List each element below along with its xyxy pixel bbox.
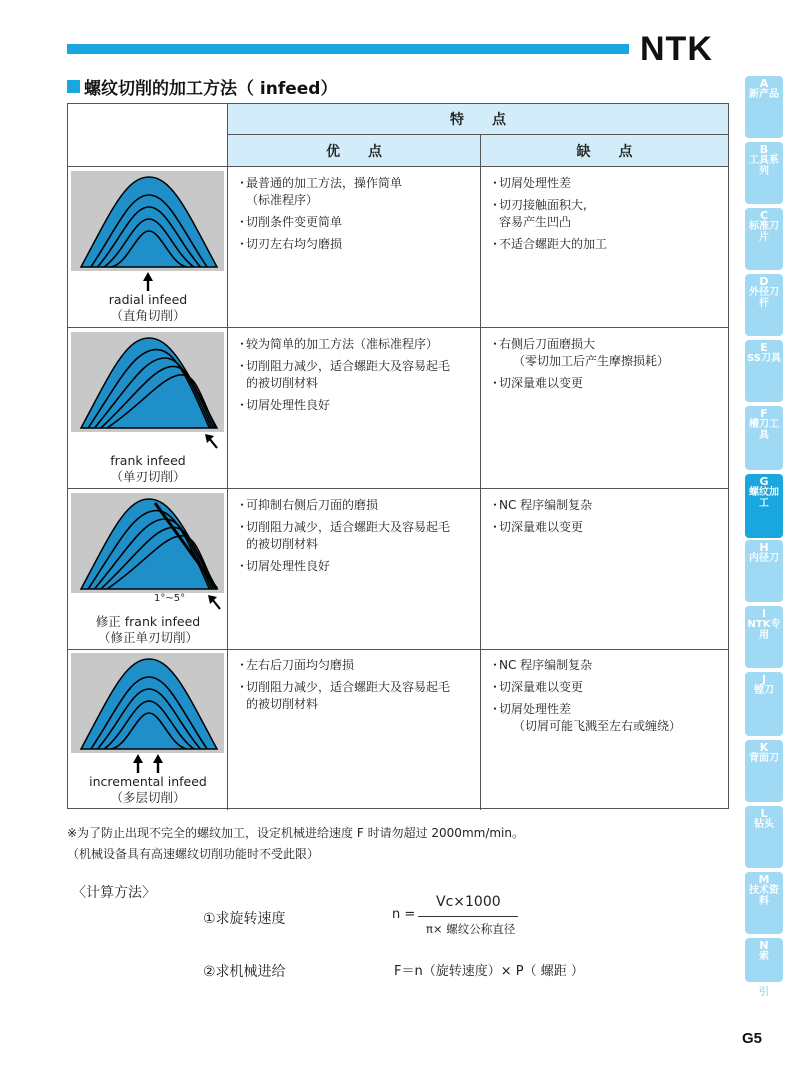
item-text: 切削阻力减少，适合螺距大及容易起毛: [246, 359, 451, 373]
index-tab-b[interactable]: [745, 142, 783, 204]
item-text: 切深量难以变更: [499, 376, 584, 390]
tab-label: 标准刀片: [749, 221, 779, 243]
header-advantages: 优 点: [228, 135, 481, 167]
bullet: ・: [236, 237, 249, 251]
table-row: [68, 167, 728, 328]
angle-label: 1°~5°: [154, 593, 186, 604]
formula-n-eq: n =: [392, 907, 416, 922]
list-item: [489, 175, 722, 192]
thread-diagram: [71, 332, 224, 432]
formula-feed: F＝n（旋转速度）× P（ 螺距 ）: [394, 964, 584, 979]
tab-label: 螺纹加工: [749, 487, 779, 509]
bullet: ・: [489, 702, 502, 716]
index-tab-g[interactable]: [745, 474, 783, 538]
item-text-cont: （零切加工后产生摩擦损耗）: [513, 354, 670, 368]
bullet: ・: [489, 376, 502, 390]
list-item: [489, 519, 722, 536]
item-text: 可抑制右侧后刀面的磨损: [246, 498, 379, 512]
arrow-shaft: [209, 438, 217, 448]
item-text-cont: 容易产生凹凸: [499, 215, 572, 229]
item-text-cont: 的被切削材料: [246, 537, 319, 551]
tab-label: 镗刀: [754, 685, 774, 696]
method-name-cn: （直角切削）: [110, 308, 186, 323]
bullet: ・: [489, 680, 502, 694]
tab-letter: E: [760, 341, 768, 354]
bullet: ・: [489, 176, 502, 190]
bullet: ・: [236, 337, 249, 351]
calc-label-feed: ②求机械进给: [203, 964, 286, 980]
list-item: [236, 358, 474, 392]
arrow-up-icon: [133, 754, 143, 763]
list-item: [489, 375, 722, 392]
thread-diagram: [71, 171, 224, 271]
method-name: radial infeed: [108, 292, 188, 307]
list-item: [489, 236, 722, 253]
tab-label: 引: [759, 987, 769, 998]
infeed-diagram-cell: [68, 489, 228, 649]
disadvantages-cell: [481, 649, 728, 810]
arrow-up-icon: [143, 272, 153, 281]
infeed-method-table: [67, 103, 729, 809]
tab-letter: N: [759, 939, 769, 952]
index-tab-e[interactable]: [745, 340, 783, 402]
item-text-cont: （标准程序）: [246, 193, 319, 207]
fraction-line: [418, 916, 518, 917]
bullet: ・: [236, 658, 249, 672]
table-row: [68, 328, 728, 489]
tab-letter: M: [758, 873, 770, 886]
section-title-text: 螺纹切削的加工方法（ infeed）: [84, 79, 338, 99]
list-item: [236, 336, 474, 353]
index-tab-k[interactable]: [745, 740, 783, 802]
thread-diagram: [71, 653, 224, 753]
bullet: ・: [489, 198, 502, 212]
calc-title: 〈计算方法〉: [72, 885, 156, 901]
item-text: 切削阻力减少，适合螺距大及容易起毛: [246, 680, 451, 694]
advantages-cell: [228, 649, 481, 810]
tab-letter: J: [761, 673, 767, 686]
disadvantages-cell: [481, 328, 728, 488]
index-tab-h[interactable]: [745, 540, 783, 602]
list-item: [236, 519, 474, 553]
header-accent-bar: [67, 44, 629, 54]
item-text: 左右后刀面均匀磨损: [246, 658, 355, 672]
tab-letter: L: [760, 807, 768, 820]
list-item: [489, 657, 722, 674]
disadvantages-cell: [481, 167, 728, 327]
item-text: 切屑处理性差: [499, 176, 572, 190]
method-name: incremental infeed: [89, 774, 207, 789]
index-tab-f[interactable]: [745, 406, 783, 470]
index-tab-index[interactable]: [745, 985, 783, 1003]
list-item: [489, 336, 722, 370]
tab-letter: K: [759, 741, 769, 754]
bullet: ・: [236, 498, 249, 512]
item-text-cont: 的被切削材料: [246, 376, 319, 390]
tab-label: 内径刀: [749, 553, 779, 564]
list-item: [236, 214, 474, 231]
advantages-cell: [228, 328, 481, 488]
tab-label: 背面刀: [749, 753, 779, 764]
table-row: [68, 489, 728, 650]
index-tab-l[interactable]: [745, 806, 783, 868]
item-text: NC 程序编制复杂: [499, 658, 593, 672]
tab-letter: I: [761, 607, 767, 620]
item-text-cont: （切屑可能飞溅至左右或缠绕）: [513, 719, 682, 733]
formula-numerator: Vc×1000: [436, 894, 501, 910]
thread-diagram: [71, 493, 224, 593]
list-item: [236, 679, 474, 713]
item-text: 不适合螺距大的加工: [499, 237, 608, 251]
index-tab-m[interactable]: [745, 872, 783, 934]
disadvantages-cell: [481, 489, 728, 649]
item-text: 最普通的加工方法，操作简单: [246, 176, 403, 190]
item-text: 较为简单的加工方法（准标准程序）: [246, 337, 439, 351]
tab-letter: H: [759, 541, 769, 554]
tab-label: 槽刀工具: [749, 419, 779, 441]
thread-diagram-box: [71, 493, 224, 593]
list-item: [489, 497, 722, 514]
index-tab-d[interactable]: [745, 274, 783, 336]
tab-label: SS刀具: [747, 353, 781, 364]
tab-letter: F: [760, 407, 768, 420]
infeed-diagram-cell: [68, 328, 228, 488]
tab-letter: D: [759, 275, 769, 288]
note-exception: （机械设备具有高速螺纹切削功能时不受此限）: [67, 847, 320, 861]
tab-label: 索: [759, 951, 769, 962]
list-item: [489, 197, 722, 231]
advantages-cell: [228, 489, 481, 649]
bullet: ・: [236, 176, 249, 190]
index-tab-i[interactable]: [745, 606, 783, 668]
title-square-icon: [67, 80, 80, 93]
thread-diagram-box: [71, 171, 224, 271]
list-item: [236, 397, 474, 414]
index-tab-a[interactable]: [745, 76, 783, 138]
item-text: 切深量难以变更: [499, 680, 584, 694]
index-tab-c[interactable]: [745, 208, 783, 270]
list-item: [236, 236, 474, 253]
item-text: 切深量难以变更: [499, 520, 584, 534]
arrow-up-icon: [153, 754, 163, 763]
thread-diagram-box: [71, 332, 224, 432]
tab-label: 技术资料: [749, 885, 779, 907]
tab-label: 钻头: [754, 819, 774, 830]
item-text: 切削阻力减少，适合螺距大及容易起毛: [246, 520, 451, 534]
method-name-cn: （多层切削）: [110, 790, 186, 805]
tab-label: 外径刀杆: [749, 287, 779, 309]
bullet: ・: [489, 520, 502, 534]
bullet: ・: [236, 680, 249, 694]
infeed-diagram-cell: [68, 649, 228, 810]
bullet: ・: [236, 359, 249, 373]
infeed-diagram-cell: [68, 167, 228, 327]
advantages-cell: [228, 167, 481, 327]
method-name-cn: （单刃切削）: [110, 469, 186, 484]
index-tab-j[interactable]: [745, 672, 783, 736]
table-row: [68, 649, 728, 810]
brand-logo: NTK: [640, 30, 713, 68]
item-text: 切屑处理性良好: [246, 398, 331, 412]
list-item: [236, 497, 474, 514]
list-item: [236, 657, 474, 674]
thread-diagram-box: [71, 653, 224, 753]
tab-letter: B: [759, 143, 769, 156]
bullet: ・: [236, 215, 249, 229]
bullet: ・: [236, 559, 249, 573]
formula-denominator: π× 螺纹公称直径: [426, 922, 516, 936]
item-text-cont: 的被切削材料: [246, 697, 319, 711]
tab-label: 工具系列: [749, 155, 779, 177]
item-text: 右侧后刀面磨损大: [499, 337, 596, 351]
item-text: 切屑处理性良好: [246, 559, 331, 573]
item-text: 切刃接触面积大,: [499, 198, 587, 212]
tab-letter: C: [759, 209, 769, 222]
list-item: [489, 701, 722, 735]
bullet: ・: [236, 520, 249, 534]
tab-label: 新产品: [749, 89, 779, 100]
arrow-shaft: [212, 599, 220, 609]
bullet: ・: [489, 337, 502, 351]
section-title: [67, 74, 337, 99]
tab-letter: A: [759, 77, 769, 90]
item-text: 切刃左右均匀磨损: [246, 237, 343, 251]
method-name: 修正 frank infeed: [95, 614, 201, 629]
bullet: ・: [489, 237, 502, 251]
header-features: 特 点: [228, 104, 728, 135]
method-name: frank infeed: [110, 453, 186, 468]
tab-letter: G: [759, 475, 769, 488]
table-corner: [68, 104, 228, 167]
header-disadvantages: 缺 点: [481, 135, 728, 167]
calc-label-rotation: ①求旋转速度: [203, 911, 286, 927]
item-text: 切削条件变更简单: [246, 215, 343, 229]
index-tab-n[interactable]: [745, 938, 783, 982]
tab-label: NTK专用: [747, 619, 781, 641]
note-feed-limit: ※为了防止出现不完全的螺纹加工，设定机械进给速度 F 时请勿超过 2000mm/min。: [67, 826, 524, 840]
bullet: ・: [489, 498, 502, 512]
page-number: G5: [742, 1030, 763, 1047]
item-text: 切屑处理性差: [499, 702, 572, 716]
bullet: ・: [236, 398, 249, 412]
list-item: [236, 558, 474, 575]
list-item: [236, 175, 474, 209]
bullet: ・: [489, 658, 502, 672]
method-name-cn: （修正单刃切削）: [97, 630, 198, 645]
item-text: NC 程序编制复杂: [499, 498, 593, 512]
list-item: [489, 679, 722, 696]
